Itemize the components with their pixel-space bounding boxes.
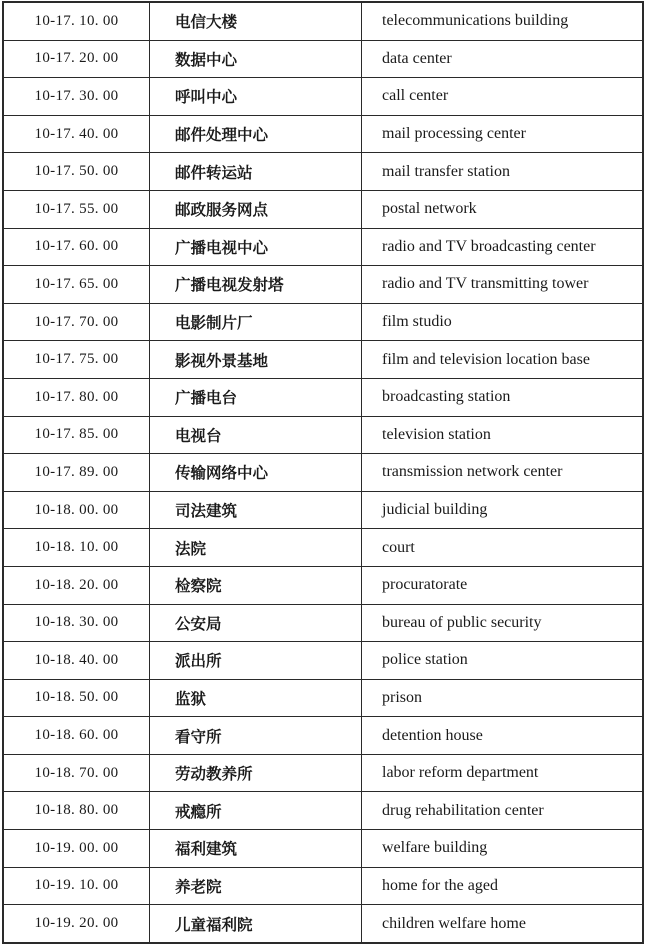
english-term-cell: detention house <box>362 717 644 755</box>
chinese-term-cell: 邮件转运站 <box>150 153 362 191</box>
table-row <box>3 830 643 868</box>
code-cell: 10-18. 10. 00 <box>3 529 150 567</box>
code-cell: 10-18. 80. 00 <box>3 792 150 830</box>
chinese-term-cell: 电视台 <box>150 416 362 454</box>
code-cell: 10-17. 30. 00 <box>3 78 150 116</box>
chinese-term-cell: 电信大楼 <box>150 2 362 40</box>
english-term-cell: judicial building <box>362 491 644 529</box>
table-row <box>3 454 643 492</box>
english-term-cell: court <box>362 529 644 567</box>
table-row <box>3 378 643 416</box>
code-cell: 10-18. 00. 00 <box>3 491 150 529</box>
code-cell: 10-17. 89. 00 <box>3 454 150 492</box>
english-term-cell: film and television location base <box>362 341 644 379</box>
table-row <box>3 792 643 830</box>
chinese-term-cell: 法院 <box>150 529 362 567</box>
chinese-term-cell: 监狱 <box>150 679 362 717</box>
chinese-term-cell: 广播电视发射塔 <box>150 266 362 304</box>
table-row <box>3 754 643 792</box>
english-term-cell: broadcasting station <box>362 378 644 416</box>
english-term-cell: children welfare home <box>362 905 644 943</box>
english-term-cell: radio and TV transmitting tower <box>362 266 644 304</box>
english-term-cell: bureau of public security <box>362 604 644 642</box>
chinese-term-cell: 福利建筑 <box>150 830 362 868</box>
english-term-cell: prison <box>362 679 644 717</box>
english-term-cell: police station <box>362 642 644 680</box>
code-cell: 10-17. 65. 00 <box>3 266 150 304</box>
english-term-cell: telecommunications building <box>362 2 644 40</box>
glossary-table <box>2 1 644 944</box>
table-row <box>3 190 643 228</box>
code-cell: 10-17. 80. 00 <box>3 378 150 416</box>
chinese-term-cell: 呼叫中心 <box>150 78 362 116</box>
english-term-cell: welfare building <box>362 830 644 868</box>
code-cell: 10-17. 75. 00 <box>3 341 150 379</box>
table-row <box>3 115 643 153</box>
code-cell: 10-18. 20. 00 <box>3 566 150 604</box>
table-row <box>3 2 643 40</box>
english-term-cell: postal network <box>362 190 644 228</box>
code-cell: 10-17. 10. 00 <box>3 2 150 40</box>
chinese-term-cell: 派出所 <box>150 642 362 680</box>
table-row <box>3 491 643 529</box>
table-row <box>3 679 643 717</box>
table-row <box>3 228 643 266</box>
english-term-cell: home for the aged <box>362 867 644 905</box>
chinese-term-cell: 邮件处理中心 <box>150 115 362 153</box>
chinese-term-cell: 广播电视中心 <box>150 228 362 266</box>
glossary-table-body <box>3 2 643 943</box>
english-term-cell: radio and TV broadcasting center <box>362 228 644 266</box>
table-row <box>3 416 643 454</box>
chinese-term-cell: 邮政服务网点 <box>150 190 362 228</box>
code-cell: 10-18. 40. 00 <box>3 642 150 680</box>
table-row <box>3 529 643 567</box>
english-term-cell: transmission network center <box>362 454 644 492</box>
code-cell: 10-18. 30. 00 <box>3 604 150 642</box>
table-row <box>3 867 643 905</box>
english-term-cell: procuratorate <box>362 566 644 604</box>
chinese-term-cell: 传输网络中心 <box>150 454 362 492</box>
chinese-term-cell: 影视外景基地 <box>150 341 362 379</box>
english-term-cell: data center <box>362 40 644 78</box>
english-term-cell: call center <box>362 78 644 116</box>
english-term-cell: labor reform department <box>362 754 644 792</box>
chinese-term-cell: 戒瘾所 <box>150 792 362 830</box>
english-term-cell: drug rehabilitation center <box>362 792 644 830</box>
english-term-cell: mail processing center <box>362 115 644 153</box>
chinese-term-cell: 司法建筑 <box>150 491 362 529</box>
code-cell: 10-17. 85. 00 <box>3 416 150 454</box>
table-row <box>3 153 643 191</box>
code-cell: 10-17. 70. 00 <box>3 303 150 341</box>
chinese-term-cell: 儿童福利院 <box>150 905 362 943</box>
table-row <box>3 604 643 642</box>
english-term-cell: mail transfer station <box>362 153 644 191</box>
chinese-term-cell: 看守所 <box>150 717 362 755</box>
table-row <box>3 303 643 341</box>
table-row <box>3 78 643 116</box>
table-row <box>3 566 643 604</box>
code-cell: 10-18. 60. 00 <box>3 717 150 755</box>
code-cell: 10-19. 00. 00 <box>3 830 150 868</box>
chinese-term-cell: 数据中心 <box>150 40 362 78</box>
chinese-term-cell: 养老院 <box>150 867 362 905</box>
code-cell: 10-17. 60. 00 <box>3 228 150 266</box>
chinese-term-cell: 劳动教养所 <box>150 754 362 792</box>
english-term-cell: film studio <box>362 303 644 341</box>
table-row <box>3 717 643 755</box>
code-cell: 10-17. 20. 00 <box>3 40 150 78</box>
table-row <box>3 40 643 78</box>
code-cell: 10-17. 55. 00 <box>3 190 150 228</box>
chinese-term-cell: 公安局 <box>150 604 362 642</box>
code-cell: 10-19. 10. 00 <box>3 867 150 905</box>
chinese-term-cell: 检察院 <box>150 566 362 604</box>
code-cell: 10-19. 20. 00 <box>3 905 150 943</box>
chinese-term-cell: 广播电台 <box>150 378 362 416</box>
table-row <box>3 266 643 304</box>
english-term-cell: television station <box>362 416 644 454</box>
chinese-term-cell: 电影制片厂 <box>150 303 362 341</box>
table-row <box>3 341 643 379</box>
code-cell: 10-17. 50. 00 <box>3 153 150 191</box>
code-cell: 10-18. 70. 00 <box>3 754 150 792</box>
table-row <box>3 642 643 680</box>
table-row <box>3 905 643 943</box>
code-cell: 10-18. 50. 00 <box>3 679 150 717</box>
code-cell: 10-17. 40. 00 <box>3 115 150 153</box>
